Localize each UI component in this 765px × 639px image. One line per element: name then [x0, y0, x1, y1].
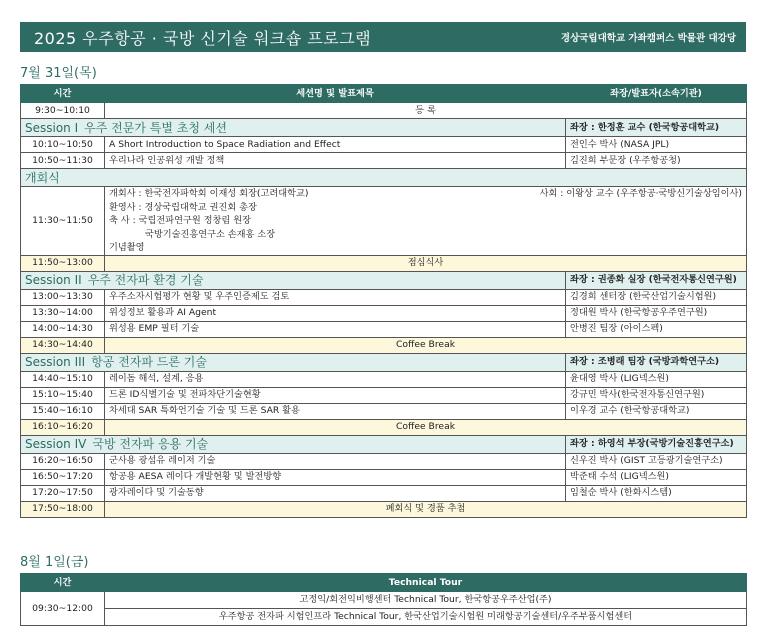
session4-chair: 좌장 : 하영석 부장(국방기술진흥연구소): [566, 435, 747, 453]
opening-line: 국방기술진흥연구소 손재홍 소장: [145, 228, 276, 240]
talk-speaker: 강규민 박사(한국전자통신연구원): [566, 387, 747, 403]
break-row: [21, 419, 747, 435]
header-banner: [20, 22, 746, 52]
opening-line: 개회사 : 한국전자파학회 이재성 회장(고려대학교): [109, 188, 309, 199]
talk-time: 16:50~17:20: [21, 469, 105, 485]
session3-heading: [21, 353, 566, 371]
table-header-row: [21, 574, 747, 592]
talk-speaker: 안병진 팀장 (아이스펙): [566, 321, 747, 337]
talk-speaker: 전인수 박사 (NASA JPL): [566, 137, 747, 153]
lunch-time: 11:50~13:00: [21, 255, 105, 271]
talk-title: 우리나라 인공위성 개발 정책: [105, 153, 566, 169]
header-time: 시간: [21, 85, 105, 103]
table-row: [21, 305, 747, 321]
talk-time: 10:50~11:30: [21, 153, 105, 169]
opening-line: 기념촬영: [109, 242, 145, 253]
table-row: [21, 609, 747, 626]
lunch-row: [21, 255, 747, 271]
talk-title: 우주소자시험평가 현황 및 우주인증제도 검토: [105, 289, 566, 305]
talk-time: 16:20~16:50: [21, 453, 105, 469]
venue-label: 경상국립대학교 가좌캠퍼스 박물관 대강당: [560, 33, 736, 44]
talk-title: 항공용 AESA 레이다 개발현황 및 발전방향: [105, 469, 566, 485]
registration-label: 등 록: [105, 103, 747, 119]
talk-time: 13:00~13:30: [21, 289, 105, 305]
break-time: 16:10~16:20: [21, 419, 105, 435]
talk-time: 15:40~16:10: [21, 403, 105, 419]
talk-speaker: 정대원 박사 (한국항공우주연구원): [566, 305, 747, 321]
session3-name: Session III: [25, 355, 86, 369]
break-label: Coffee Break: [105, 337, 747, 353]
closing-row: [21, 501, 747, 517]
talk-speaker: 이우경 교수 (한국항공대학교): [566, 403, 747, 419]
table-row: [21, 387, 747, 403]
talk-time: 10:10~10:50: [21, 137, 105, 153]
table-row: [21, 469, 747, 485]
session4-name: Session IV: [25, 437, 87, 451]
tour-item: 우주항공 전자파 시험인프라 Technical Tour, 한국산업기술시험원 미래항공기술센터/우주부품시험센터: [105, 609, 747, 626]
header-title: 세션명 및 발표제목: [105, 85, 566, 103]
table-row: [21, 137, 747, 153]
day1-schedule-table: [20, 84, 747, 518]
session4-theme: 국방 전자파 응용 기술: [92, 437, 209, 451]
day2-schedule-table: [20, 573, 747, 626]
day1-date: 7월 31일(목): [20, 66, 97, 81]
registration-time: 9:30~10:10: [21, 103, 105, 119]
talk-title: 레이돔 해석, 설계, 응용: [105, 371, 566, 387]
opening-row: [21, 187, 747, 256]
talk-time: 14:40~15:10: [21, 371, 105, 387]
session1-row: [21, 119, 747, 137]
session4-row: [21, 435, 747, 453]
opening-moderator: 사회 : 이왕상 교수 (우주항공·국방신기술상임이사): [539, 188, 742, 199]
talk-title: 군사용 광섬유 레이저 기술: [105, 453, 566, 469]
closing-label: 폐회식 및 경품 추첨: [105, 501, 747, 517]
session1-chair: 좌장 : 한정훈 교수 (한국항공대학교): [566, 119, 747, 137]
talk-speaker: 김진희 부문장 (우주항공청): [566, 153, 747, 169]
table-row: [21, 153, 747, 169]
registration-row: [21, 103, 747, 119]
table-row: [21, 485, 747, 501]
opening-details: [105, 187, 747, 256]
session1-name: Session I: [25, 120, 79, 135]
opening-heading: 개회식: [21, 169, 747, 187]
talk-speaker: 임철순 박사 (한화시스템): [566, 485, 747, 501]
break-row: [21, 337, 747, 353]
talk-title: 광자레이다 및 기술동향: [105, 485, 566, 501]
break-time: 14:30~14:40: [21, 337, 105, 353]
table-row: [21, 321, 747, 337]
talk-time: 13:30~14:00: [21, 305, 105, 321]
lunch-label: 점심식사: [105, 255, 747, 271]
talk-speaker: 신우진 박사 (GIST 고등광기술연구소): [566, 453, 747, 469]
header-speaker: 좌장/발표자(소속기관): [566, 85, 747, 103]
session2-name: Session II: [25, 273, 82, 287]
talk-title: A Short Introduction to Space Radiation and Effect: [105, 137, 566, 153]
tour-item: 고정익/회전익비행센터 Technical Tour, 한국항공우주산업(주): [105, 592, 747, 609]
header-tour: Technical Tour: [105, 574, 747, 592]
break-label: Coffee Break: [105, 419, 747, 435]
session1-heading: [21, 119, 566, 137]
talk-title: 드론 ID식별기술 및 전파차단기술현황: [105, 387, 566, 403]
talk-speaker: 윤대영 박사 (LIG넥스원): [566, 371, 747, 387]
table-row: [21, 403, 747, 419]
session3-row: [21, 353, 747, 371]
table-header-row: [21, 85, 747, 103]
day2-date: 8월 1일(금): [20, 555, 89, 570]
closing-time: 17:50~18:00: [21, 501, 105, 517]
talk-title: 위성용 EMP 필터 기술: [105, 321, 566, 337]
session2-row: [21, 271, 747, 289]
talk-time: 17:20~17:50: [21, 485, 105, 501]
table-row: [21, 453, 747, 469]
talk-title: 차세대 SAR 특화언기술 기술 및 드론 SAR 활용: [105, 403, 566, 419]
session3-theme: 항공 전자파 드론 기술: [91, 355, 207, 369]
session2-heading: [21, 271, 566, 289]
talk-speaker: 김경희 센터장 (한국산업기술시험원): [566, 289, 747, 305]
table-row: [21, 592, 747, 609]
table-row: [21, 371, 747, 387]
session1-theme: 우주 전문가 특별 초청 세션: [84, 120, 227, 135]
session4-heading: [21, 435, 566, 453]
page-title: 2025 우주항공 · 국방 신기술 워크숍 프로그램: [34, 28, 372, 48]
tour-time: 09:30~12:00: [21, 592, 105, 626]
talk-title: 위성정보 활용과 AI Agent: [105, 305, 566, 321]
header-time: 시간: [21, 574, 105, 592]
session2-theme: 우주 전자파 환경 기술: [87, 273, 204, 287]
table-row: [21, 289, 747, 305]
talk-time: 14:00~14:30: [21, 321, 105, 337]
opening-line: 축 사 : 국립전파연구원 정창림 원장: [109, 215, 251, 226]
session2-chair: 좌장 : 권종화 실장 (한국전자통신연구원): [566, 271, 747, 289]
talk-speaker: 박준태 수석 (LIG넥스원): [566, 469, 747, 485]
opening-time: 11:30~11:50: [21, 187, 105, 256]
session3-chair: 좌장 : 조병래 팀장 (국방과학연구소): [566, 353, 747, 371]
opening-heading-row: [21, 169, 747, 187]
talk-time: 15:10~15:40: [21, 387, 105, 403]
opening-line: 환영사 : 경상국립대학교 권진회 총장: [109, 201, 257, 213]
